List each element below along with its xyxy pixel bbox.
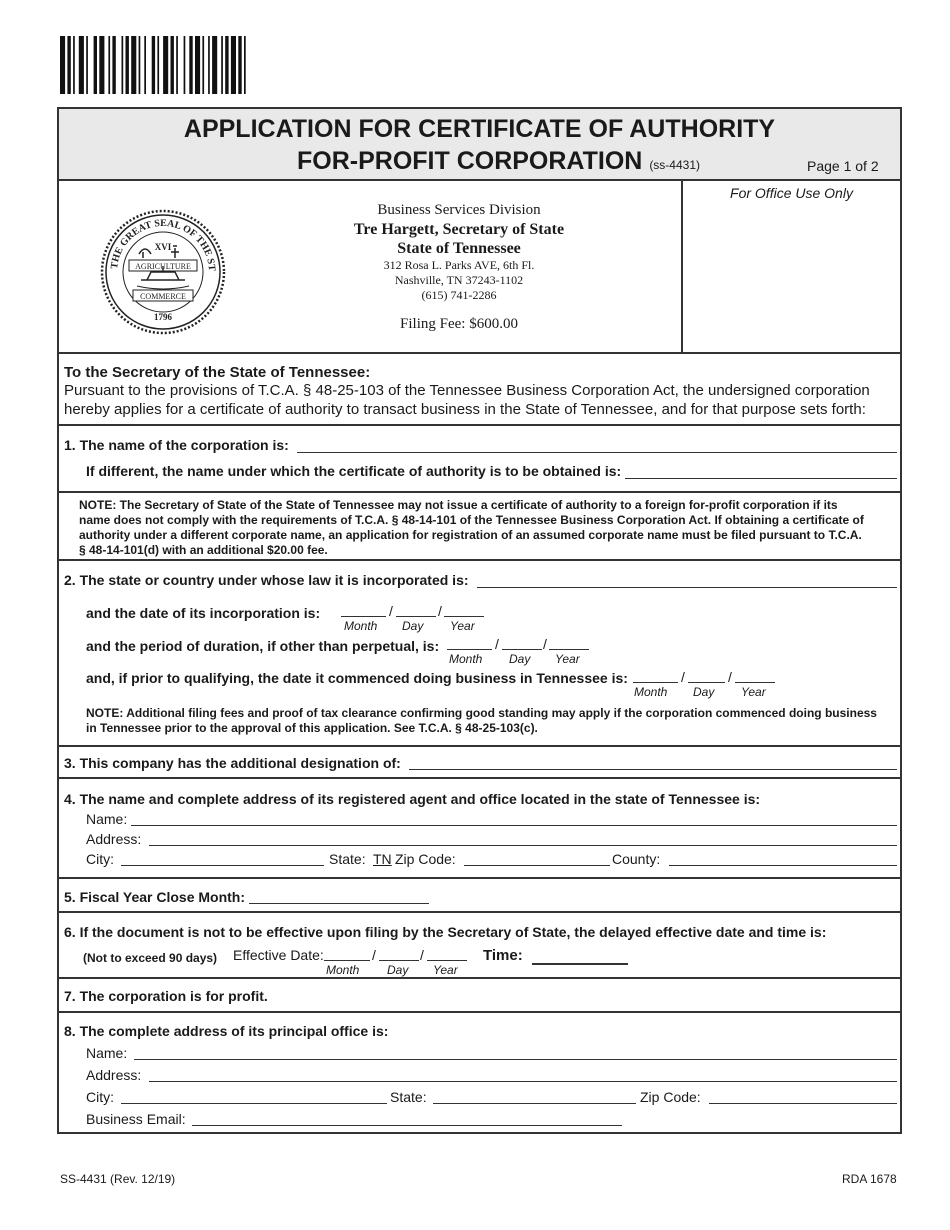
alternate-name-field[interactable]	[625, 478, 897, 479]
duration-day[interactable]	[502, 649, 542, 650]
agent-address-field[interactable]	[149, 845, 897, 846]
seal-ring-text: THE GREAT SEAL OF THE ST	[109, 217, 218, 271]
effective-time-field[interactable]	[532, 963, 628, 965]
office-address-field[interactable]	[149, 1081, 897, 1082]
barcode-bar	[94, 36, 97, 94]
note2-line2: in Tennessee prior to the approval of this application. See T.C.A. § 48-25-103(c).	[86, 721, 538, 735]
agent-city-field[interactable]	[121, 865, 324, 866]
agent-county-field[interactable]	[669, 865, 897, 866]
form-revision: SS-4431 (Rev. 12/19)	[60, 1172, 176, 1186]
office-city-label: City:	[86, 1089, 114, 1105]
slash: /	[495, 636, 499, 652]
barcode	[60, 36, 350, 94]
note-name-compliance	[59, 493, 900, 561]
barcode-bar	[221, 36, 223, 94]
form-header	[59, 109, 900, 181]
barcode-bar	[176, 36, 178, 94]
form-title-line2	[297, 147, 700, 176]
form-code: (ss-4431)	[649, 158, 700, 172]
agent-name-label: Name:	[86, 811, 128, 827]
slash: /	[438, 603, 442, 619]
barcode-bar	[208, 36, 210, 94]
barcode-bar	[67, 36, 70, 94]
office-city-field[interactable]	[121, 1103, 387, 1104]
year-caption: Year	[741, 685, 766, 699]
slash: /	[420, 947, 424, 963]
slash: /	[372, 947, 376, 963]
barcode-bar	[157, 36, 159, 94]
year-caption: Year	[450, 619, 475, 633]
barcode-bar	[244, 36, 246, 94]
note1-line3: authority under a different corporate name, an application for registration of an assumed corporate name must be filed pursuant to T.C.A.	[79, 528, 862, 542]
section2-label: 2. The state or country under whose law it is incorporated is:	[64, 572, 469, 588]
section-5	[59, 879, 900, 913]
barcode-bar	[163, 36, 168, 94]
day-caption: Day	[387, 963, 409, 977]
barcode-bar	[86, 36, 88, 94]
barcode-bar	[225, 36, 228, 94]
seal-year: 1796	[154, 312, 172, 322]
intro-section	[59, 354, 900, 426]
year-caption: Year	[433, 963, 458, 977]
barcode-bar	[195, 36, 200, 94]
slash: /	[543, 636, 547, 652]
seal-numeral: XVI	[154, 242, 172, 252]
section-4	[59, 779, 900, 879]
section6-label: 6. If the document is not to be effective upon filing by the Secretary of State, the delayed effective date and time is:	[64, 924, 827, 940]
section-1	[59, 426, 900, 493]
agency-address-block	[299, 201, 619, 333]
secretary-name: Tre Hargett, Secretary of State	[353, 221, 565, 238]
section3-label: 3. This company has the additional designation of:	[64, 755, 401, 771]
note2-text	[86, 706, 898, 736]
barcode-bar	[144, 36, 146, 94]
note1-line2: name does not comply with the requirements of T.C.A. § 48-14-101 of the Tennessee Business Corporation Act. If obtaining a certificate of	[79, 513, 864, 527]
agent-state-value: TN	[373, 851, 392, 867]
seal-commerce: COMMERCE	[140, 292, 186, 301]
section-2	[59, 561, 900, 747]
barcode-bar	[238, 36, 241, 94]
section4-label: 4. The name and complete address of its registered agent and office located in the state of Tennessee is:	[64, 791, 761, 807]
note1-line4: § 48-14-101(d) with an additional $20.00 fee.	[79, 543, 328, 557]
barcode-bar	[184, 36, 186, 94]
jurisdiction-field[interactable]	[477, 587, 897, 588]
designation-field[interactable]	[409, 769, 897, 770]
office-email-field[interactable]	[192, 1125, 622, 1126]
intro-line1: Pursuant to the provisions of T.C.A. § 48-25-103 of the Tennessee Business Corporation Act, the undersigned corporation	[64, 382, 870, 399]
barcode-bar	[212, 36, 217, 94]
office-email-label: Business Email:	[86, 1111, 186, 1127]
state-seal	[99, 208, 227, 336]
time-label: Time:	[483, 947, 523, 964]
barcode-bar	[171, 36, 174, 94]
effective-date-label: Effective Date:	[233, 947, 324, 963]
division-name: Business Services Division	[377, 202, 541, 218]
office-name-field[interactable]	[134, 1059, 897, 1060]
barcode-bar	[122, 36, 124, 94]
note1-line1: NOTE: The Secretary of State of the State of Tennessee may not issue a certificate of authority to a foreign for-profit corporation if its	[79, 498, 838, 512]
barcode-bar	[189, 36, 192, 94]
section1-label: 1. The name of the corporation is:	[64, 437, 289, 453]
form-title-line1: APPLICATION FOR CERTIFICATE OF AUTHORITY	[183, 115, 776, 143]
office-zip-label: Zip Code:	[640, 1089, 701, 1105]
duration-year[interactable]	[549, 649, 589, 650]
intro-line2: hereby applies for a certificate of authority to transact business in the State of Tennessee, and for that purpose sets forth:	[64, 401, 866, 418]
state-name: State of Tennessee	[397, 240, 521, 257]
office-state-field[interactable]	[433, 1103, 636, 1104]
duration-label: and the period of duration, if other than perpetual, is:	[86, 638, 440, 654]
agency-phone: (615) 741-2286	[421, 288, 497, 302]
slash: /	[389, 603, 393, 619]
agency-address2: Nashville, TN 37243-1102	[394, 273, 524, 287]
agent-zip-label: Zip Code:	[395, 851, 456, 867]
agent-address-label: Address:	[86, 831, 142, 847]
section6-limit: (Not to exceed 90 days)	[83, 951, 218, 965]
office-zip-field[interactable]	[709, 1103, 897, 1104]
day-caption: Day	[509, 652, 531, 666]
slash: /	[681, 669, 685, 685]
commenced-year[interactable]	[735, 682, 775, 683]
barcode-bar	[139, 36, 141, 94]
day-caption: Day	[402, 619, 424, 633]
effective-day[interactable]	[379, 960, 419, 961]
agency-address1: 312 Rosa L. Parks AVE, 6th Fl.	[383, 258, 535, 272]
barcode-bar	[126, 36, 129, 94]
agent-name-field[interactable]	[131, 825, 897, 826]
day-caption: Day	[693, 685, 715, 699]
section1-alt-label: If different, the name under which the certificate of authority is to be obtained is:	[86, 463, 622, 479]
filing-fee: Filing Fee: $600.00	[400, 316, 518, 332]
form-title-text: FOR-PROFIT CORPORATION	[297, 147, 643, 175]
barcode-bar	[60, 36, 65, 94]
agency-info	[59, 181, 900, 354]
application-form	[57, 107, 902, 1134]
section-6	[59, 913, 900, 979]
commenced-label: and, if prior to qualifying, the date it commenced doing business in Tennessee is:	[86, 670, 628, 686]
seal-agriculture: AGRICULTURE	[135, 262, 191, 271]
corporation-name-field[interactable]	[297, 452, 897, 453]
barcode-bar	[99, 36, 104, 94]
section7-label: 7. The corporation is for profit.	[64, 988, 268, 1004]
section-3	[59, 747, 900, 779]
section8-label: 8. The complete address of its principal office is:	[64, 1023, 389, 1039]
barcode-bar	[73, 36, 75, 94]
slash: /	[728, 669, 732, 685]
incorporation-month[interactable]	[341, 616, 386, 617]
office-name-label: Name:	[86, 1045, 128, 1061]
barcode-bar	[108, 36, 110, 94]
office-use-label: For Office Use Only	[730, 185, 853, 201]
incorporation-date-label: and the date of its incorporation is:	[86, 605, 321, 621]
commenced-day[interactable]	[688, 682, 725, 683]
duration-month[interactable]	[447, 649, 492, 650]
fiscal-month-field[interactable]	[249, 903, 429, 904]
barcode-bar	[131, 36, 136, 94]
rda-number: RDA 1678	[842, 1172, 897, 1186]
agent-city-label: City:	[86, 851, 114, 867]
office-address-label: Address:	[86, 1067, 142, 1083]
agent-county-label: County:	[612, 851, 661, 867]
barcode-bar	[202, 36, 204, 94]
section-8	[59, 1013, 900, 1132]
month-caption: Month	[634, 685, 668, 699]
agent-zip-field[interactable]	[464, 865, 610, 866]
barcode-bar	[152, 36, 155, 94]
section-7	[59, 979, 900, 1013]
month-caption: Month	[449, 652, 483, 666]
year-caption: Year	[555, 652, 580, 666]
commenced-month[interactable]	[633, 682, 678, 683]
incorporation-year[interactable]	[444, 616, 484, 617]
section5-label: 5. Fiscal Year Close Month:	[64, 889, 246, 905]
page-number: Page 1 of 2	[807, 158, 879, 174]
incorporation-day[interactable]	[396, 616, 436, 617]
note2-line1: NOTE: Additional filing fees and proof of tax clearance confirming good standing may apply if the corporation commenced doing business	[86, 706, 877, 720]
month-caption: Month	[344, 619, 378, 633]
intro-heading: To the Secretary of the State of Tennessee:	[64, 364, 371, 381]
office-use-box	[681, 181, 900, 352]
barcode-bar	[79, 36, 84, 94]
month-caption: Month	[326, 963, 360, 977]
note1-text	[79, 498, 899, 558]
effective-month[interactable]	[324, 960, 370, 961]
office-state-label: State:	[390, 1089, 427, 1105]
barcode-bar	[112, 36, 115, 94]
agent-state-label: State:	[329, 851, 366, 867]
barcode-bar	[231, 36, 236, 94]
effective-year[interactable]	[427, 960, 467, 961]
